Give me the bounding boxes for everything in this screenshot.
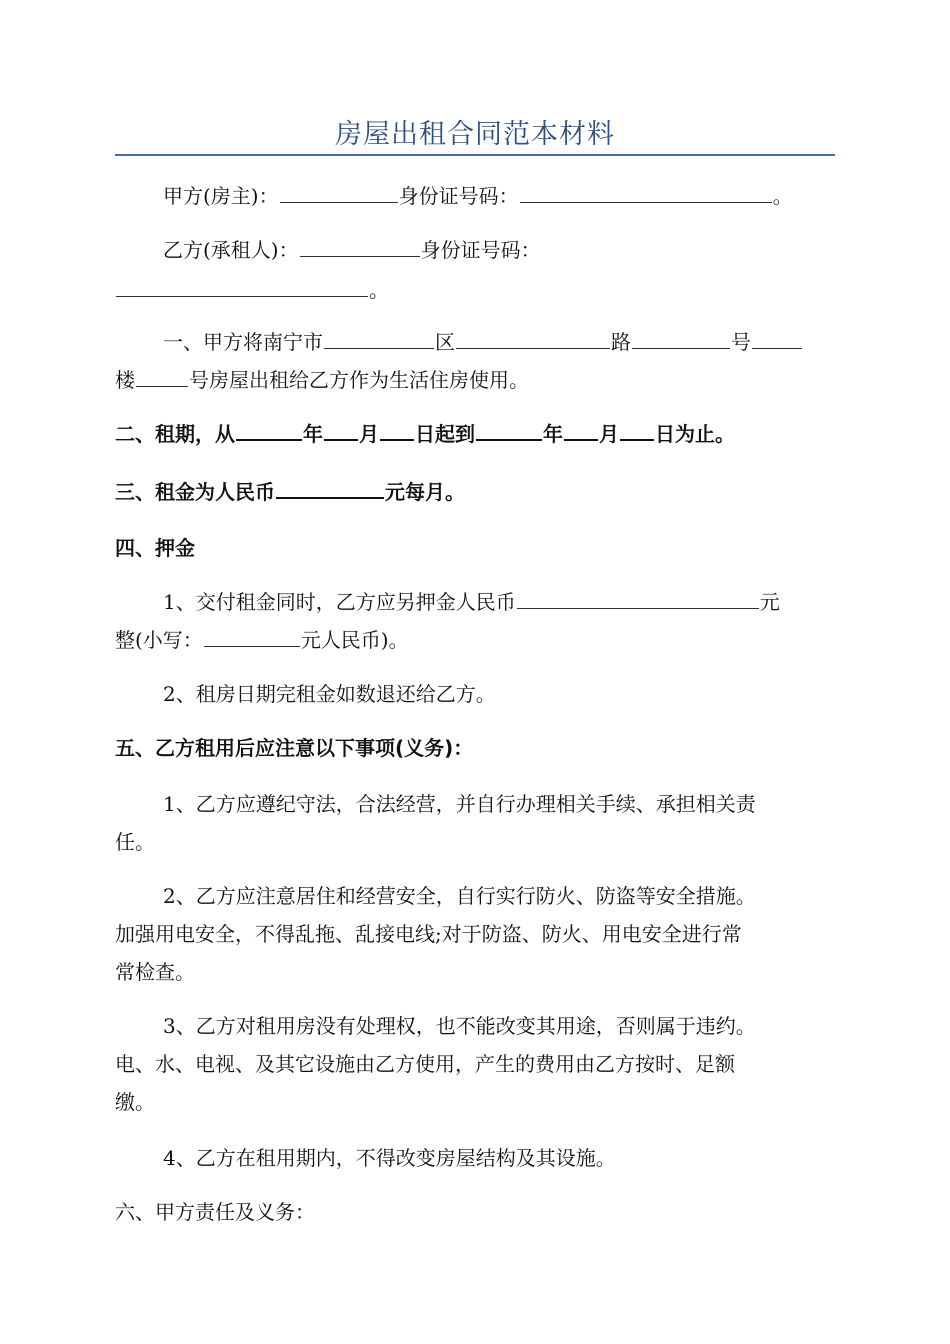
deposit-lowercase-label: 整(小写：: [115, 628, 203, 652]
clause-3-suffix: 元每月。: [385, 480, 465, 504]
clause-4-item-1-line-2: [115, 626, 835, 654]
party-a-name-blank[interactable]: [280, 184, 398, 203]
party-b-label: 乙方(承租人)：: [163, 238, 299, 262]
party-a-line: [115, 182, 835, 210]
clause-5-item-2-line-3: 常检查。: [115, 960, 195, 984]
party-a-id-label: 身份证号码：: [398, 184, 519, 208]
clause-4-heading: 四、押金: [115, 536, 195, 560]
clause-5-item-3-line-1: 3、乙方对租用房没有处理权，也不能改变其用途，否则属于违约。: [163, 1014, 756, 1038]
party-a-end: 。: [772, 184, 793, 208]
start-month-blank[interactable]: [324, 421, 358, 441]
clause-1-rest: 号房屋出租给乙方作为生活住房使用。: [189, 368, 529, 392]
deposit-unit: 元: [759, 590, 780, 614]
party-a-id-blank[interactable]: [520, 184, 772, 203]
deposit-text: 1、交付租金同时，乙方应另押金人民币: [163, 590, 516, 614]
number-blank[interactable]: [632, 330, 730, 349]
clause-4-item-2: 2、租房日期完租金如数退还给乙方。: [163, 682, 496, 706]
clause-5-heading: 五、乙方租用后应注意以下事项(义务)：: [115, 736, 474, 760]
deposit-amount-blank[interactable]: [517, 590, 759, 609]
number-label: 号: [731, 330, 751, 354]
start-year-blank[interactable]: [236, 421, 302, 441]
clause-5-item-2-line-2: 加强用电安全，不得乱拖、乱接电线;对于防盗、防火、用电安全进行常: [115, 922, 742, 946]
deposit-lowercase-suffix: 元人民币)。: [300, 628, 409, 652]
building-blank[interactable]: [752, 330, 802, 349]
party-b-id-blank[interactable]: [116, 278, 368, 297]
clause-5-item-4: 4、乙方在租用期内，不得改变房屋结构及其设施。: [163, 1146, 616, 1170]
start-day-label: 日起到: [415, 422, 475, 446]
clause-5-item-3-line-2: 电、水、电视、及其它设施由乙方使用，产生的费用由乙方按时、足额: [115, 1052, 735, 1076]
clause-5-item-2-line-1: 2、乙方应注意居住和经营安全，自行实行防火、防盗等安全措施。: [163, 884, 756, 908]
clause-1-prefix: 一、甲方将南宁市: [163, 330, 323, 354]
clause-1-line-1: [115, 328, 835, 356]
clause-3-line: [115, 478, 835, 506]
end-month-label: 月: [599, 422, 619, 446]
party-b-name-blank[interactable]: [300, 238, 420, 257]
clause-2-line: [115, 420, 835, 448]
end-month-blank[interactable]: [564, 421, 598, 441]
party-b-id-label: 身份证号码：: [420, 238, 541, 262]
document-title: 房屋出租合同范本材料: [335, 119, 615, 150]
end-day-label: 日为止。: [655, 422, 735, 446]
clause-5-item-1-line-2: 任。: [115, 830, 155, 854]
clause-4-item-1-line-1: [115, 588, 835, 616]
room-blank[interactable]: [136, 368, 188, 387]
clause-5-item-1-line-1: 1、乙方应遵纪守法，合法经营，并自行办理相关手续、承担相关责: [163, 792, 756, 816]
clause-1-line-2: [115, 366, 835, 394]
deposit-lowercase-blank[interactable]: [204, 628, 300, 647]
clause-3-prefix: 三、租金为人民币: [115, 480, 275, 504]
party-b-end: 。: [369, 278, 389, 302]
district-label: 区: [435, 330, 455, 354]
end-day-blank[interactable]: [620, 421, 654, 441]
end-year-blank[interactable]: [476, 421, 542, 441]
start-day-blank[interactable]: [380, 421, 414, 441]
party-a-label: 甲方(房主)：: [163, 184, 279, 208]
start-year-label: 年: [303, 422, 323, 446]
start-month-label: 月: [359, 422, 379, 446]
party-b-line: [115, 236, 835, 264]
building-label: 楼: [115, 368, 135, 392]
clause-6-heading: 六、甲方责任及义务：: [115, 1200, 315, 1224]
district-blank[interactable]: [324, 330, 434, 349]
clause-2-prefix: 二、租期，从: [115, 422, 235, 446]
party-b-id-line: [115, 276, 835, 304]
end-year-label: 年: [543, 422, 563, 446]
rent-amount-blank[interactable]: [276, 479, 384, 499]
title-underline: [115, 154, 835, 156]
road-blank[interactable]: [456, 330, 610, 349]
clause-5-item-3-line-3: 缴。: [115, 1090, 155, 1114]
road-label: 路: [611, 330, 631, 354]
